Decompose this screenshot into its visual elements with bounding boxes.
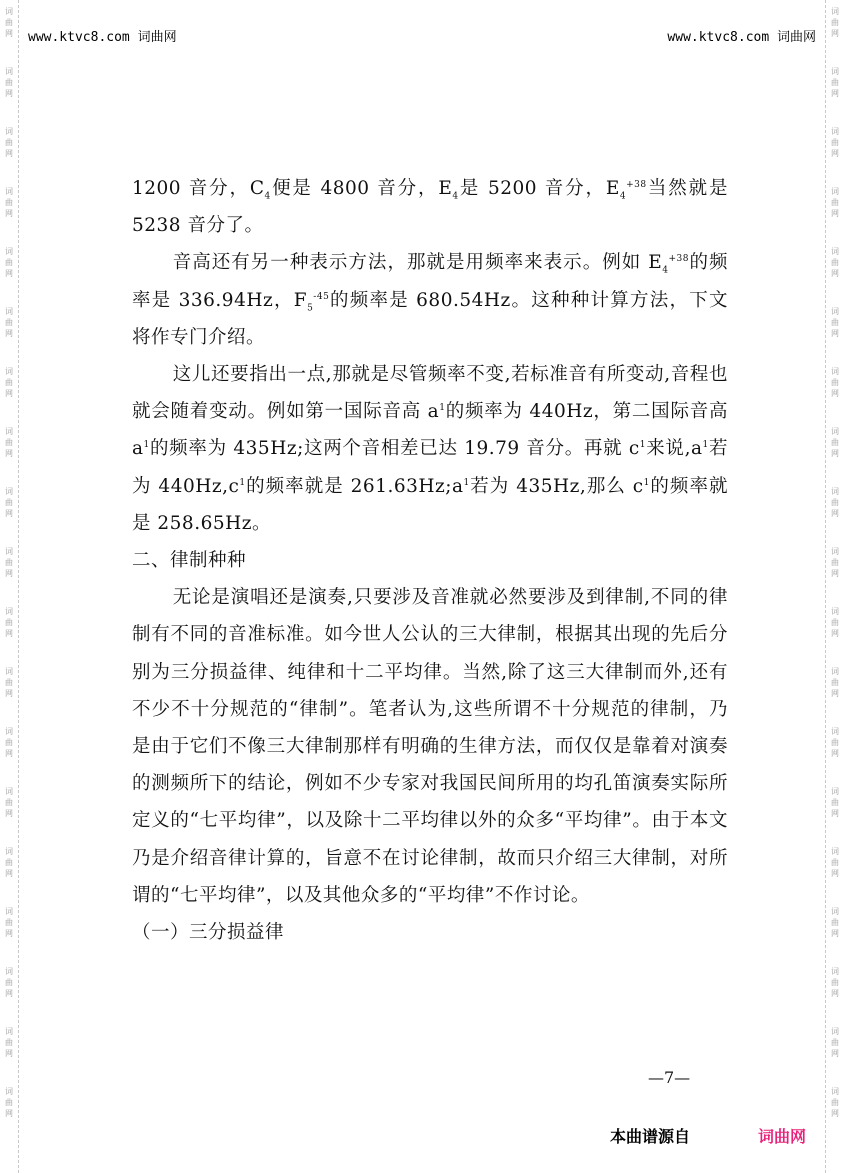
text: 的频率为 440Hz，第二国际音高 a <box>132 401 728 460</box>
text: 当然就是 5238 音分了。 <box>132 178 728 237</box>
watermark-mark: 词 曲 网 <box>831 427 839 458</box>
superscript: 1 <box>239 477 246 488</box>
superscript: +38 <box>626 179 647 190</box>
text: 若为 435Hz,那么 c <box>469 475 644 497</box>
text: 若为 440Hz,c <box>132 438 728 497</box>
footer-source-label: 本曲谱源自 <box>610 1127 691 1146</box>
text: 便是 4800 音分，E <box>270 178 453 199</box>
paragraph-4: 无论是演唱还是演奏,只要涉及音准就必然要涉及到律制,不同的律制有不同的音准标准。如今世人公认的三大律制，根据其出现的先后分别为三分损益律、纯律和十二平均律。当然,除了这三大律制而外,还有不少不十分规范的“律制”。笔者认为,这些所谓不十分规范的律制，乃是由于它们不像三大律制那样有明确的生律方法，而仅仅是靠着对演奏的测频所下的结论，例如不少专家对我国民间所用的均孔笛演奏实际所定义的“七平均律”，以及除十二平均律以外的众多“平均律”。由于本文乃是介绍音律计算的，旨意不在讨论律制，故而只介绍三大律制，对所谓的“七平均律”，以及其他众多的“平均律”不作讨论。 <box>132 587 728 906</box>
watermark-mark: 词 曲 网 <box>5 7 13 38</box>
watermark-mark: 词 曲 网 <box>831 787 839 818</box>
watermark-mark: 词 曲 网 <box>831 847 839 878</box>
text: 这儿还要指出一点,那就是尽管频率不变,若标准音有所变动,音程也就会随着变动。例如第一国际音高 a <box>132 364 728 423</box>
text: 的频率是 336.94Hz，F <box>132 252 728 311</box>
superscript: 1 <box>463 477 470 488</box>
watermark-mark: 词 曲 网 <box>5 607 13 638</box>
text: 的频率为 435Hz;这两个音相差已达 19.79 音分。再就 c <box>149 438 640 460</box>
text: 的频率就是 261.63Hz;a <box>245 475 464 497</box>
watermark-mark: 词 曲 网 <box>831 187 839 218</box>
watermark-mark: 词 曲 网 <box>5 1087 13 1118</box>
page-number: —7— <box>648 1068 691 1087</box>
section-heading: 二、律制种种 <box>132 550 247 572</box>
watermark-mark: 词 曲 网 <box>831 7 839 38</box>
site-url-right[interactable]: www.ktvc8.com 词曲网 <box>667 30 816 45</box>
watermark-mark: 词 曲 网 <box>5 247 13 278</box>
superscript: 1 <box>639 440 646 451</box>
text: 的频率就是 258.65Hz。 <box>132 475 728 534</box>
watermark-mark: 词 曲 网 <box>831 607 839 638</box>
watermark-mark: 词 曲 网 <box>5 67 13 98</box>
watermark-mark: 词 曲 网 <box>5 547 13 578</box>
watermark-mark: 词 曲 网 <box>831 367 839 398</box>
watermark-mark: 词 曲 网 <box>831 1027 839 1058</box>
superscript: -45 <box>313 291 330 302</box>
watermark-mark: 词 曲 网 <box>5 907 13 938</box>
paragraph-2 <box>132 244 728 356</box>
watermark-mark: 词 曲 网 <box>5 487 13 518</box>
watermark-mark: 词 曲 网 <box>5 1027 13 1058</box>
superscript: 1 <box>643 477 650 488</box>
watermark-mark: 词 曲 网 <box>5 847 13 878</box>
watermark-mark: 词 曲 网 <box>831 1087 839 1118</box>
subscript: 4 <box>452 191 459 202</box>
subscript: 4 <box>264 191 271 202</box>
text: 音高还有另一种表示方法，那就是用频率来表示。例如 E <box>172 252 663 274</box>
watermark-mark: 词 曲 网 <box>831 547 839 578</box>
watermark-mark: 词 曲 网 <box>5 727 13 758</box>
watermark-mark: 词 曲 网 <box>831 667 839 698</box>
subsection-heading: （一）三分损益律 <box>132 922 285 944</box>
superscript: 1 <box>143 440 150 451</box>
watermark-mark: 词 曲 网 <box>5 667 13 698</box>
superscript: 1 <box>439 403 446 414</box>
paragraph-1 <box>132 170 728 244</box>
watermark-mark: 词 曲 网 <box>5 967 13 998</box>
watermark-mark: 词 曲 网 <box>5 367 13 398</box>
site-url-left[interactable]: www.ktvc8.com 词曲网 <box>28 30 177 45</box>
watermark-mark: 词 曲 网 <box>831 487 839 518</box>
text: 的频率是 680.54Hz。这种种计算方法，下文将作专门介绍。 <box>132 289 728 348</box>
watermark-mark: 词 曲 网 <box>831 967 839 998</box>
text: 来说,a <box>646 438 703 460</box>
watermark-mark: 词 曲 网 <box>5 787 13 818</box>
watermark-mark: 词 曲 网 <box>5 127 13 158</box>
watermark-mark: 词 曲 网 <box>831 67 839 98</box>
subscript: 4 <box>619 191 627 202</box>
superscript: +38 <box>668 254 689 265</box>
subscript: 4 <box>662 266 669 277</box>
page-content <box>132 170 728 951</box>
text: 是 5200 音分，E <box>458 178 620 199</box>
watermark-mark: 词 曲 网 <box>5 427 13 458</box>
watermark-mark: 词 曲 网 <box>5 187 13 218</box>
watermark-mark: 词 曲 网 <box>5 307 13 338</box>
superscript: 1 <box>702 440 709 451</box>
subscript: 5 <box>307 303 314 314</box>
watermark-mark: 词 曲 网 <box>831 127 839 158</box>
watermark-mark: 词 曲 网 <box>831 307 839 338</box>
watermark-mark: 词 曲 网 <box>831 727 839 758</box>
footer-brand-link[interactable]: 词曲网 <box>758 1127 807 1146</box>
watermark-mark: 词 曲 网 <box>831 247 839 278</box>
paragraph-3 <box>132 356 728 542</box>
watermark-mark: 词 曲 网 <box>831 907 839 938</box>
text: 1200 音分，C <box>132 178 265 199</box>
